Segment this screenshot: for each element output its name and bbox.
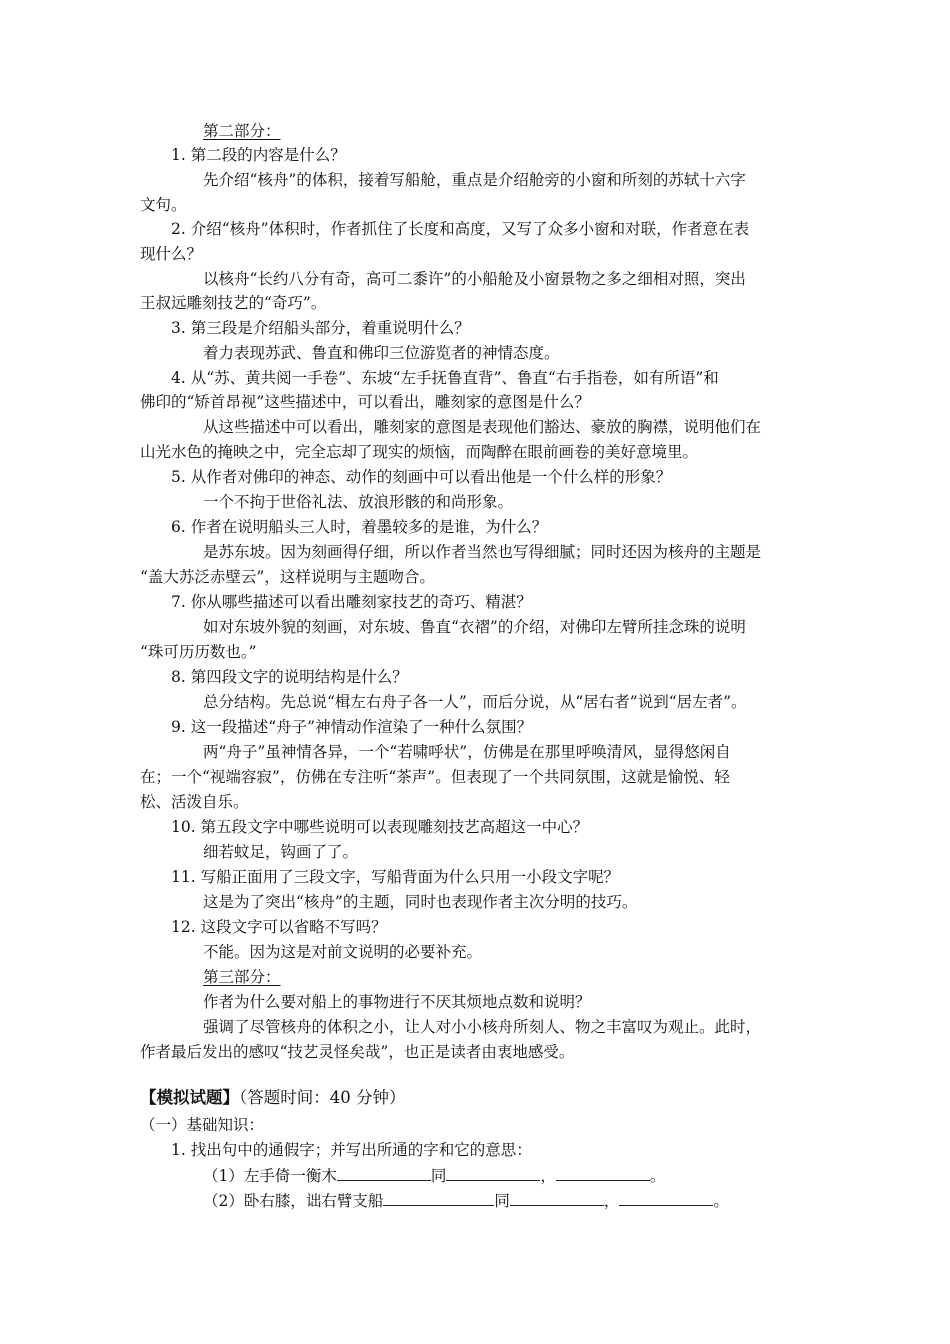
item-1-tong-blank[interactable] [446,1164,540,1181]
question-1: 1. 第二段的内容是什么？ [171,146,346,164]
exercise-1-prompt: 1. 找出句中的通假字；并写出所通的字和它的意思： [171,1141,532,1159]
answer-4-line-1: 从这些描述中可以看出，雕刻家的意图是表现他们豁达、豪放的胸襟，说明他们在 [203,418,762,436]
answer-8: 总分结构。先总说“楫左右舟子各一人”，而后分说，从“居右者”说到“居左者”。 [203,693,747,711]
mock-test-time: （答题时间：40 分钟） [239,1088,406,1107]
answer-2-line-1: 以核舟“长约八分有奇，高可二黍许”的小船舱及小窗景物之多之细相对照，突出 [203,270,746,288]
answer-11: 这是为了突出“核舟”的主题，同时也表现作者主次分明的技巧。 [203,893,638,911]
item-2-tong-blank[interactable] [510,1189,604,1206]
question-9: 9. 这一段描述“舟子”神情动作渲染了一种什么氛围？ [171,718,533,736]
basics-heading: （一）基础知识： [140,1116,265,1134]
question-8: 8. 第四段文字的说明结构是什么？ [171,668,408,686]
question-5: 5. 从作者对佛印的神态、动作的刻画中可以看出他是一个什么样的形象？ [171,468,672,486]
mock-test-title: 【模拟试题】 [140,1088,239,1107]
answer-1-line-1: 先介绍“核舟”的体积，接着写船舱，重点是介绍舱旁的小窗和所刻的苏轼十六字 [203,171,746,189]
question-2-line-1: 2. 介绍“核舟”体积时，作者抓住了长度和高度，又写了众多小窗和对联，作者意在表 [171,220,750,238]
answer-6-line-2: “盖大苏泛赤壁云”，这样说明与主题吻合。 [140,568,435,586]
item-1-tong: 同 [430,1167,447,1185]
part2-heading: 第二部分： [203,122,281,140]
answer-6-line-1: 是苏东坡。因为刻画得仔细，所以作者当然也写得细腻；同时还因为核舟的主题是 [203,543,762,561]
answer-1-line-2: 文句。 [140,196,187,214]
mock-test-heading [140,1087,406,1109]
item-2-meaning-blank[interactable] [619,1189,713,1206]
item-1-comma: ， [540,1167,556,1185]
item-1-answer-blank[interactable] [337,1164,431,1181]
answer-7-line-2: “珠可历历数也。” [140,643,257,661]
question-12: 12. 这段文字可以省略不写吗？ [171,918,387,936]
answer-12: 不能。因为这是对前文说明的必要补充。 [203,943,483,961]
part3-answer-line-2: 作者最后发出的感叹“技艺灵怪矣哉”，也正是读者由衷地感受。 [140,1043,575,1061]
item-2-tong: 同 [494,1192,510,1210]
item-1-period: 。 [649,1167,666,1185]
item-1-meaning-blank[interactable] [556,1164,650,1181]
question-3: 3. 第三段是介绍船头部分，着重说明什么？ [171,319,470,337]
question-4-line-1: 4. 从“苏、黄共阅一手卷”、东坡“左手抚鲁直背”、鲁直“右手指卷，如有所语”和 [171,369,719,387]
answer-10: 细若蚊足，钩画了了。 [203,843,359,861]
exercise-1-item-2 [203,1189,729,1212]
answer-9-line-2: 在；一个“视端容寂”，仿佛在专注听“茶声”。但表现了一个共同氛围，这就是愉悦、轻 [140,768,730,786]
item-2-comma: ， [603,1192,620,1210]
answer-3: 着力表现苏武、鲁直和佛印三位游览者的神情态度。 [203,344,560,362]
part3-heading: 第三部分： [203,968,281,986]
answer-7-line-1: 如对东坡外貌的刻画，对东坡、鲁直“衣褶”的介绍，对佛印左臂所挂念珠的说明 [203,618,746,636]
question-7: 7. 你从哪些描述可以看出雕刻家技艺的奇巧、精湛？ [171,593,532,611]
item-2-text: （2）卧右膝，诎右臂支船 [203,1192,384,1210]
exercise-1-item-1 [203,1164,665,1187]
question-2-line-2: 现什么？ [140,245,203,263]
answer-5: 一个不拘于世俗礼法、放浪形骸的和尚形象。 [203,493,514,511]
item-2-answer-blank[interactable] [383,1189,494,1206]
answer-4-line-2: 山光水色的掩映之中，完全忘却了现实的烦恼，而陶醉在眼前画卷的美好意境里。 [140,443,699,461]
answer-9-line-3: 松、活泼自乐。 [140,793,249,811]
part3-answer-line-1: 强调了尽管核舟的体积之小，让人对小小核舟所刻人、物之丰富叹为观止。此时， [203,1018,762,1036]
question-10: 10. 第五段文字中哪些说明可以表现雕刻技艺高超这一中心？ [171,818,589,836]
item-1-text: （1）左手倚一衡木 [203,1167,337,1185]
question-11: 11. 写船正面用了三段文字，写船背面为什么只用一小段文字呢？ [171,868,620,886]
question-6: 6. 作者在说明船头三人时，着墨较多的是谁，为什么？ [171,518,548,536]
answer-2-line-2: 王叔远雕刻技艺的“奇巧”。 [140,294,327,312]
part3-question: 作者为什么要对船上的事物进行不厌其烦地点数和说明？ [203,993,591,1011]
answer-9-line-1: 两“舟子”虽神情各异，一个“若啸呼状”，仿佛是在那里呼唤清风，显得悠闲自 [203,743,731,761]
item-2-period: 。 [713,1192,729,1210]
question-4-line-2: 佛印的“矫首昂视”这些描述中，可以看出，雕刻家的意图是什么？ [140,393,590,411]
